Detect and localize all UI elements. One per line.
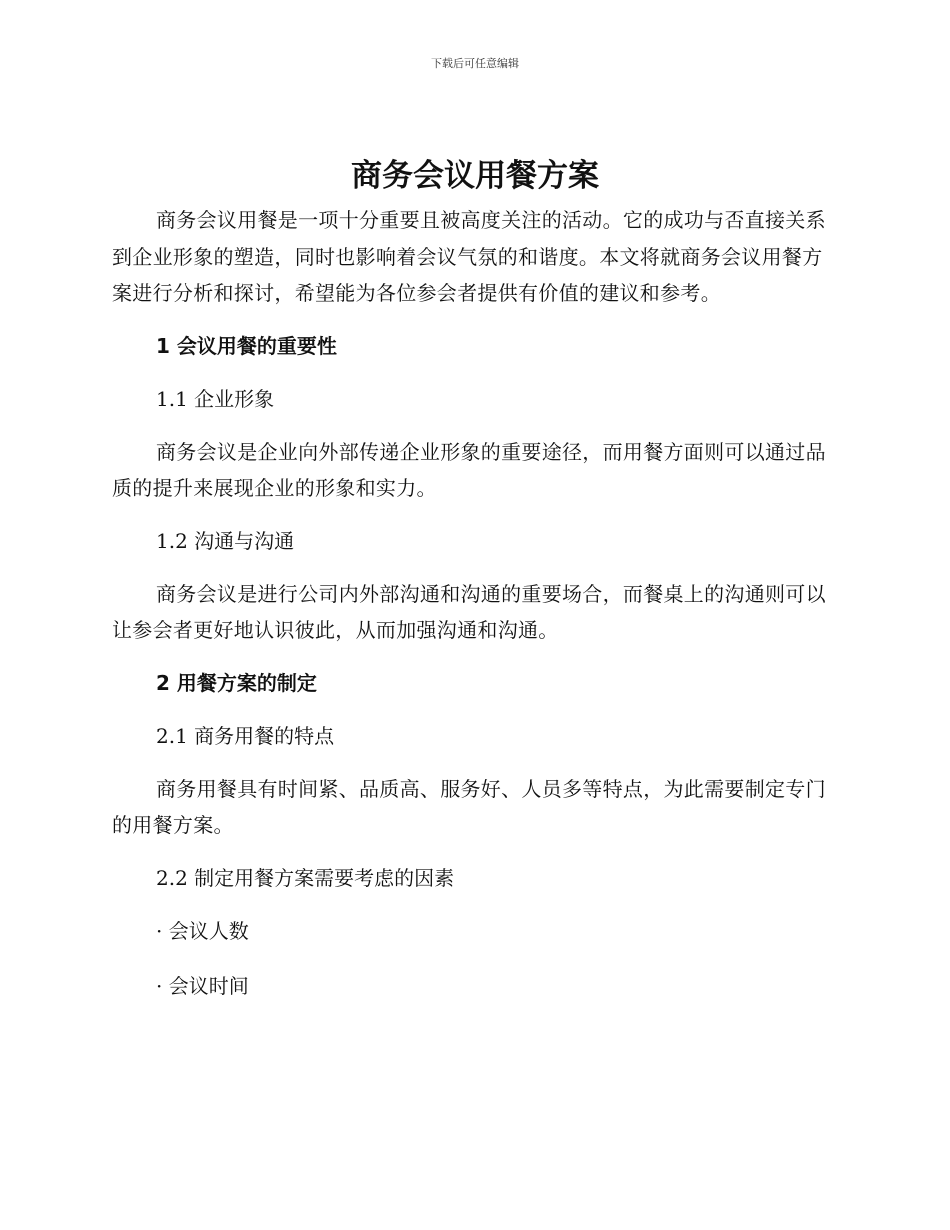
document-title: 商务会议用餐方案 — [351, 158, 599, 194]
header-note: 下载后可任意编辑 — [431, 57, 519, 70]
section-2-1-heading: 2.1 商务用餐的特点 — [156, 723, 335, 748]
section-2-1-paragraph: 商务用餐具有时间紧、品质高、服务好、人员多等特点，为此需要制定专门的用餐方案。 — [112, 776, 826, 837]
document-body — [112, 202, 834, 1023]
section-2-2-heading: 2.2 制定用餐方案需要考虑的因素 — [156, 865, 455, 890]
section-1-2-heading: 1.2 沟通与沟通 — [156, 528, 295, 553]
section-1-heading: 1 会议用餐的重要性 — [156, 333, 337, 358]
section-2-heading: 2 用餐方案的制定 — [156, 670, 317, 695]
section-1-1-paragraph: 商务会议是企业向外部传递企业形象的重要途径，而用餐方面则可以通过品质的提升来展现企业的形象和实力。 — [112, 439, 826, 500]
section-1-1-heading: 1.1 企业形象 — [156, 386, 275, 411]
section-1-2-paragraph: 商务会议是进行公司内外部沟通和沟通的重要场合，而餐桌上的沟通则可以让参会者更好地认识彼此，从而加强沟通和沟通。 — [112, 581, 826, 642]
bullet-item: · 会议时间 — [156, 973, 249, 998]
intro-paragraph: 商务会议用餐是一项十分重要且被高度关注的活动。它的成功与否直接关系到企业形象的塑造，同时也影响着会议气氛的和谐度。本文将就商务会议用餐方案进行分析和探讨，希望能为各位参会者提供有价值的建议和参考。 — [112, 208, 826, 305]
bullet-item: · 会议人数 — [156, 918, 249, 943]
